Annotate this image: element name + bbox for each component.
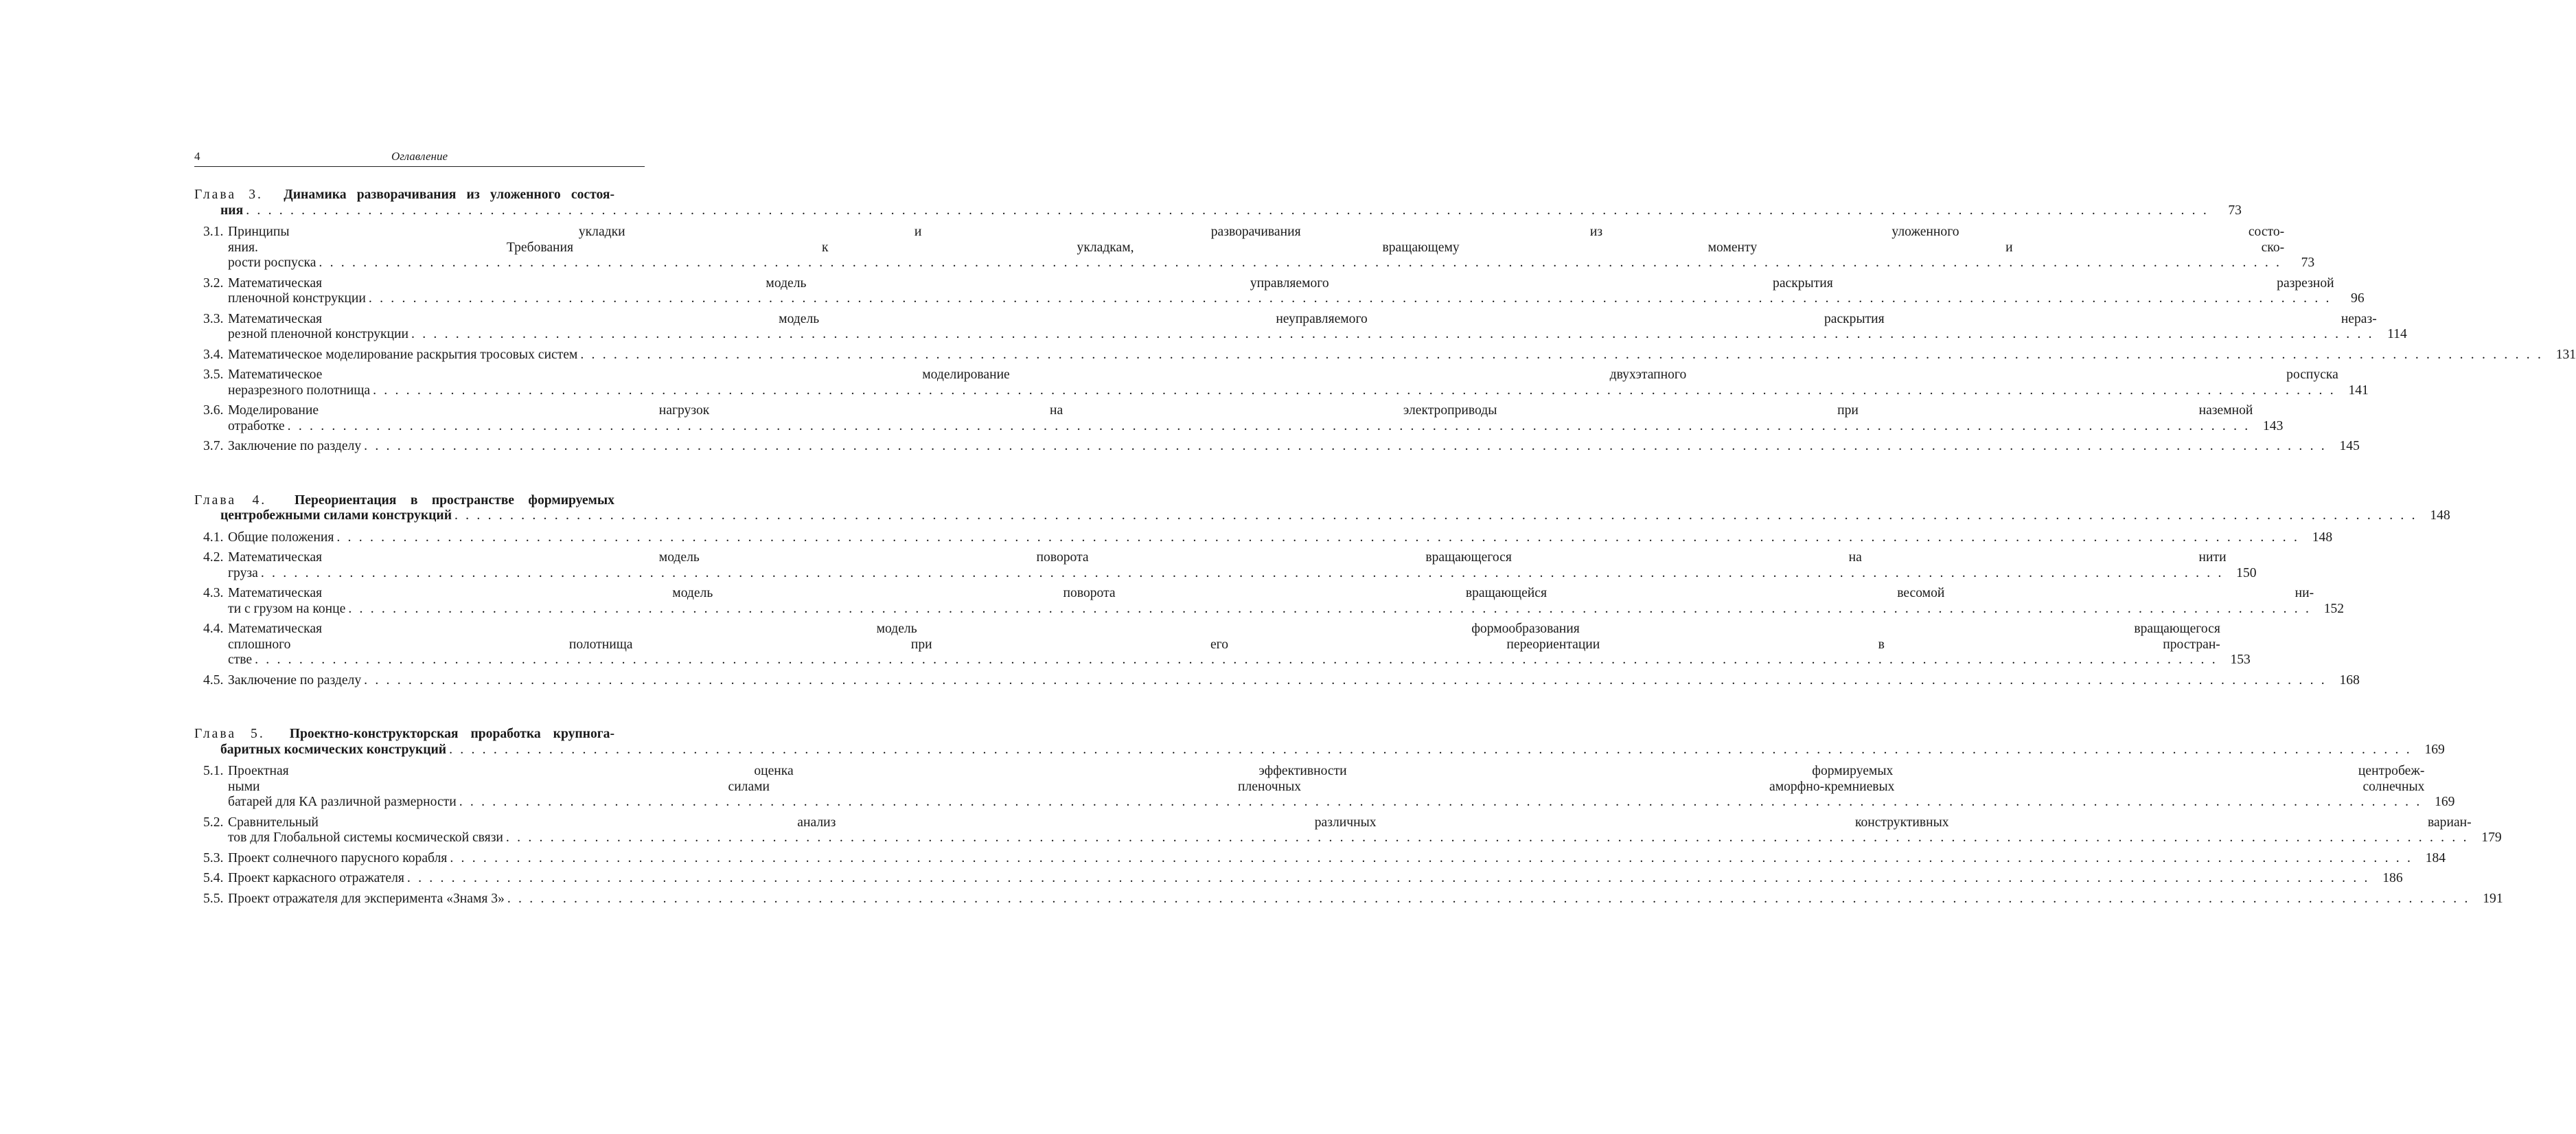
section-number: 3.5. (203, 367, 224, 382)
section-last-line (228, 419, 2283, 435)
page-number: 4 (194, 150, 200, 163)
section-number: 4.1. (203, 530, 224, 545)
section-title: Математическая модель поворота вращающейся весомой ни- (228, 586, 2314, 600)
page-ref: 96 (2351, 291, 2365, 306)
section-number: 3.6. (203, 403, 224, 418)
page-ref: 73 (2228, 203, 2242, 218)
chapter-title: Динамика разворачивания из уложенного состоя- (284, 188, 614, 202)
section-body (228, 530, 2332, 546)
section-title: рости роспуска (228, 256, 317, 270)
section-title: тов для Глобальной системы космической связи (228, 830, 503, 845)
section-body (228, 764, 2454, 810)
dot-leader (348, 602, 2311, 617)
section-line (228, 622, 2251, 637)
section-last-line (228, 851, 2446, 867)
toc-entry[interactable] (194, 347, 2576, 363)
section-body (228, 851, 2446, 867)
heading-last-line (194, 742, 2445, 758)
section-title: резной пленочной конструкции (228, 327, 409, 341)
page-ref: 186 (2382, 871, 2403, 885)
section-title: яния. Требования к укладкам, вращающему моменту и ско- (228, 240, 2285, 255)
section-title: батарей для КА различной размерности (228, 795, 457, 809)
toc-entry[interactable] (194, 367, 2369, 398)
section-title: Математическое моделирование двухэтапного роспуска (228, 367, 2338, 382)
toc-entry[interactable] (194, 275, 2365, 307)
section-line (228, 764, 2454, 780)
section-number: 3.4. (203, 347, 224, 362)
toc-entry[interactable] (194, 550, 2257, 581)
page (194, 148, 2576, 945)
section-last-line (228, 871, 2403, 887)
section-title: Математическая модель поворота вращающегося на нити (228, 550, 2227, 565)
toc-entry[interactable] (194, 815, 2502, 846)
section-last-line (228, 830, 2502, 846)
section-line (228, 367, 2369, 383)
section-title: груза (228, 565, 258, 580)
heading-last-line (194, 508, 2450, 524)
section-last-line (228, 348, 2576, 363)
section-last-line (228, 327, 2407, 343)
section-title: Проект отражателя для эксперимента «Знамя 3» (228, 891, 505, 906)
page-ref: 131 (2555, 347, 2576, 362)
section-line (228, 637, 2251, 653)
page-ref: 148 (2312, 530, 2333, 545)
chapter-title: центробежными силами конструкций (220, 508, 452, 523)
chapter-title: ния (220, 203, 244, 218)
section-title: Проект каркасного отражателя (228, 871, 404, 885)
section-last-line (228, 291, 2365, 307)
page-ref: 179 (2481, 830, 2502, 845)
chapter-title: баритных космических конструкций (220, 742, 447, 757)
toc-entry[interactable] (194, 530, 2333, 546)
section-number: 5.5. (203, 891, 224, 906)
section-line (228, 312, 2407, 328)
page-ref: 184 (2425, 850, 2446, 865)
page-ref: 114 (2387, 327, 2407, 341)
section-title: Математическое моделирование раскрытия тросовых систем (228, 347, 578, 362)
table-of-contents (194, 188, 2576, 907)
section-body (228, 403, 2283, 434)
section-number: 3.7. (203, 439, 224, 453)
heading-line-text (194, 188, 614, 203)
page-ref: 150 (2236, 565, 2257, 580)
chapter-heading[interactable] (194, 492, 2450, 524)
page-ref: 143 (2263, 418, 2284, 433)
dot-leader (364, 439, 2327, 455)
section-number: 4.2. (203, 550, 224, 565)
section-body (228, 892, 2503, 907)
section-number: 5.4. (203, 871, 224, 885)
section-line (228, 550, 2257, 566)
dot-leader (364, 673, 2327, 689)
toc-entry[interactable] (194, 672, 2360, 689)
running-title: Оглавление (391, 150, 448, 163)
section-body (228, 312, 2407, 343)
dot-leader (455, 508, 2417, 524)
dot-leader (449, 742, 2412, 758)
section-title: ными силами пленочных аморфно-кремниевых солнечных (228, 779, 2425, 794)
section-title: Математическая модель неуправляемого раскрытия нераз- (228, 311, 2377, 326)
dot-leader (288, 419, 2251, 435)
toc-entry[interactable] (194, 403, 2284, 434)
dot-leader (261, 566, 2224, 582)
section-title: Моделирование нагрузок на электроприводы при наземной (228, 403, 2253, 418)
heading-last-line (194, 203, 2242, 219)
toc-entry[interactable] (194, 850, 2446, 867)
toc-entry[interactable] (194, 622, 2251, 668)
section-title: ти с грузом на конце (228, 601, 346, 616)
section-body (228, 871, 2403, 887)
chapter-title: Проектно-конструкторская проработка крупнога- (289, 727, 614, 741)
heading-line (194, 727, 645, 742)
section-line (228, 780, 2454, 795)
chapter (194, 492, 2450, 689)
page-ref: 169 (2435, 795, 2455, 809)
section-title: сплошного полотнища при его переориентации в простран- (228, 637, 2220, 652)
section-body (228, 673, 2360, 689)
section-last-line (228, 673, 2360, 689)
dot-leader (580, 348, 2543, 363)
section-number: 4.5. (203, 672, 224, 688)
page-ref: 148 (2430, 508, 2450, 523)
chapter (194, 727, 2503, 907)
section-title: пленочной конструкции (228, 291, 366, 306)
section-number: 5.3. (203, 850, 224, 865)
toc-entry[interactable] (194, 764, 2455, 810)
section-last-line (228, 566, 2257, 582)
section-title: Математическая модель управляемого раскрытия разрезной (228, 275, 2334, 291)
section-body (228, 622, 2251, 668)
chapter-heading[interactable] (194, 727, 2445, 758)
page-ref: 169 (2424, 742, 2445, 757)
section-last-line (228, 653, 2251, 668)
section-last-line (228, 795, 2454, 810)
page-ref: 73 (2301, 256, 2315, 270)
section-number: 4.4. (203, 622, 224, 636)
chapter-title: Переориентация в пространстве формируемых (295, 492, 614, 508)
section-line (228, 225, 2314, 240)
section-title: Проект солнечного парусного корабля (228, 850, 448, 865)
toc-entry[interactable] (194, 871, 2403, 887)
chapter-label: Глава 4. (194, 492, 267, 508)
section-title: неразрезного полотнища (228, 383, 371, 398)
toc-entry[interactable] (194, 311, 2407, 343)
section-title: Математическая модель формообразования вращающегося (228, 622, 2220, 636)
section-title: Проектная оценка эффективности формируемых центробеж- (228, 764, 2425, 778)
dot-leader (246, 203, 2209, 219)
chapter-heading[interactable] (194, 188, 2242, 218)
section-number: 3.2. (203, 275, 224, 291)
section-body (228, 225, 2314, 271)
heading-line (194, 188, 645, 203)
running-head (194, 148, 645, 167)
dot-leader (507, 892, 2470, 907)
dot-leader (506, 830, 2469, 846)
section-last-line (228, 256, 2314, 271)
section-body (228, 367, 2369, 398)
dot-leader (336, 530, 2299, 546)
heading-line-text (194, 727, 614, 742)
section-line (228, 586, 2344, 602)
dot-leader (369, 291, 2332, 307)
page-ref: 153 (2230, 653, 2251, 667)
toc-entry[interactable] (194, 439, 2360, 455)
dot-leader (459, 795, 2422, 810)
section-last-line (228, 530, 2332, 546)
section-title: Сравнительный анализ различных конструктивных вариан- (228, 815, 2472, 830)
dot-leader (407, 871, 2370, 887)
toc-entry[interactable] (194, 225, 2315, 271)
heading-line-text (194, 493, 614, 509)
section-body (228, 586, 2344, 617)
chapter (194, 188, 2576, 455)
toc-entry[interactable] (194, 586, 2345, 617)
toc-entry[interactable] (194, 891, 2503, 907)
section-last-line (228, 383, 2369, 399)
dot-leader (411, 327, 2374, 343)
section-number: 4.3. (203, 586, 224, 600)
section-body (228, 550, 2257, 581)
section-body (228, 815, 2502, 846)
section-last-line (228, 439, 2360, 455)
section-title: Принципы укладки и разворачивания из уложенного состо- (228, 225, 2285, 239)
dot-leader (450, 851, 2413, 867)
page-ref: 141 (2348, 383, 2369, 398)
page-ref: 191 (2483, 891, 2503, 906)
section-body (228, 348, 2576, 363)
page-ref: 152 (2323, 601, 2345, 616)
section-last-line (228, 602, 2344, 617)
section-line (228, 240, 2314, 256)
section-title: Общие положения (228, 530, 334, 545)
section-title: Заключение по разделу (228, 672, 362, 688)
dot-leader (373, 383, 2336, 399)
section-body (228, 276, 2365, 307)
chapter-label: Глава 3. (194, 188, 263, 202)
section-body (228, 439, 2360, 455)
page-ref: 145 (2339, 439, 2360, 453)
section-title: стве (228, 653, 253, 667)
section-number: 3.1. (203, 225, 224, 239)
section-line (228, 276, 2365, 292)
section-number: 5.1. (203, 764, 224, 778)
section-number: 5.2. (203, 815, 224, 830)
section-last-line (228, 892, 2503, 907)
section-number: 3.3. (203, 311, 224, 326)
section-line (228, 403, 2283, 419)
dot-leader (319, 256, 2281, 271)
heading-line (194, 493, 645, 509)
dot-leader (255, 653, 2218, 668)
chapter-label: Глава 5. (194, 727, 265, 741)
section-title: отработке (228, 418, 285, 433)
section-title: Заключение по разделу (228, 439, 362, 453)
section-line (228, 815, 2502, 831)
page-ref: 168 (2339, 672, 2360, 688)
